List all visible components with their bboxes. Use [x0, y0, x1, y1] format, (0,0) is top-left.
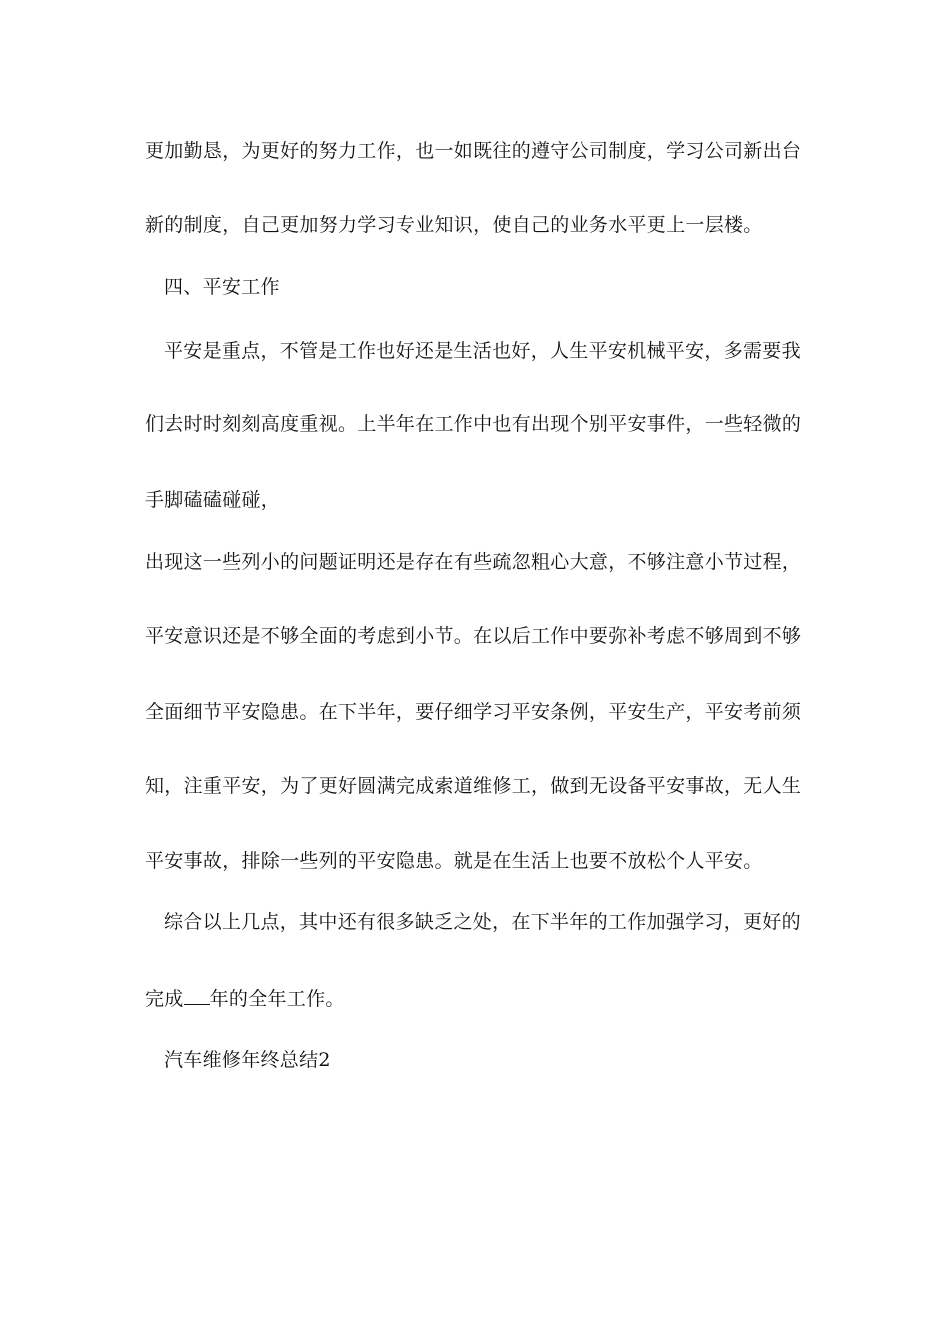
paragraph-line: 新的制度，自己更加努力学习专业知识，使自己的业务水平更上一层楼。 — [145, 214, 763, 236]
closing-line — [145, 986, 345, 1011]
paragraph-line: 知，注重平安，为了更好圆满完成索道维修工，做到无设备平安事故，无人生 — [145, 775, 802, 797]
fill-in-blank — [184, 986, 210, 1005]
paragraph-line: 手脚磕磕碰碰， — [145, 489, 281, 511]
next-title-number: 2 — [318, 1049, 331, 1071]
paragraph-line: 全面细节平安隐患。在下半年，要仔细学习平安条例，平安生产，平安考前须 — [145, 701, 802, 723]
section-heading: 四、平安工作 — [164, 276, 280, 298]
paragraph-line: 平安事故，排除一些列的平安隐患。就是在生活上也要不放松个人平安。 — [145, 850, 763, 872]
next-section-title — [164, 1048, 331, 1072]
paragraph-line: 平安是重点，不管是工作也好还是生活也好，人生平安机械平安，多需要我 — [164, 340, 801, 362]
paragraph-line: 出现这一些列小的问题证明还是存在有些疏忽粗心大意，不够注意小节过程， — [145, 551, 802, 573]
closing-text-start: 完成 — [145, 988, 184, 1010]
paragraph-line: 综合以上几点，其中还有很多缺乏之处，在下半年的工作加强学习，更好的 — [164, 911, 801, 933]
paragraph-line: 更加勤恳，为更好的努力工作，也一如既往的遵守公司制度，学习公司新出台 — [145, 140, 802, 162]
closing-text-end: 年的全年工作。 — [209, 988, 345, 1010]
paragraph-line: 们去时时刻刻高度重视。上半年在工作中也有出现个别平安事件，一些轻微的 — [145, 413, 802, 435]
next-title-text: 汽车维修年终总结 — [164, 1049, 319, 1071]
paragraph-line: 平安意识还是不够全面的考虑到小节。在以后工作中要弥补考虑不够周到不够 — [145, 625, 802, 647]
